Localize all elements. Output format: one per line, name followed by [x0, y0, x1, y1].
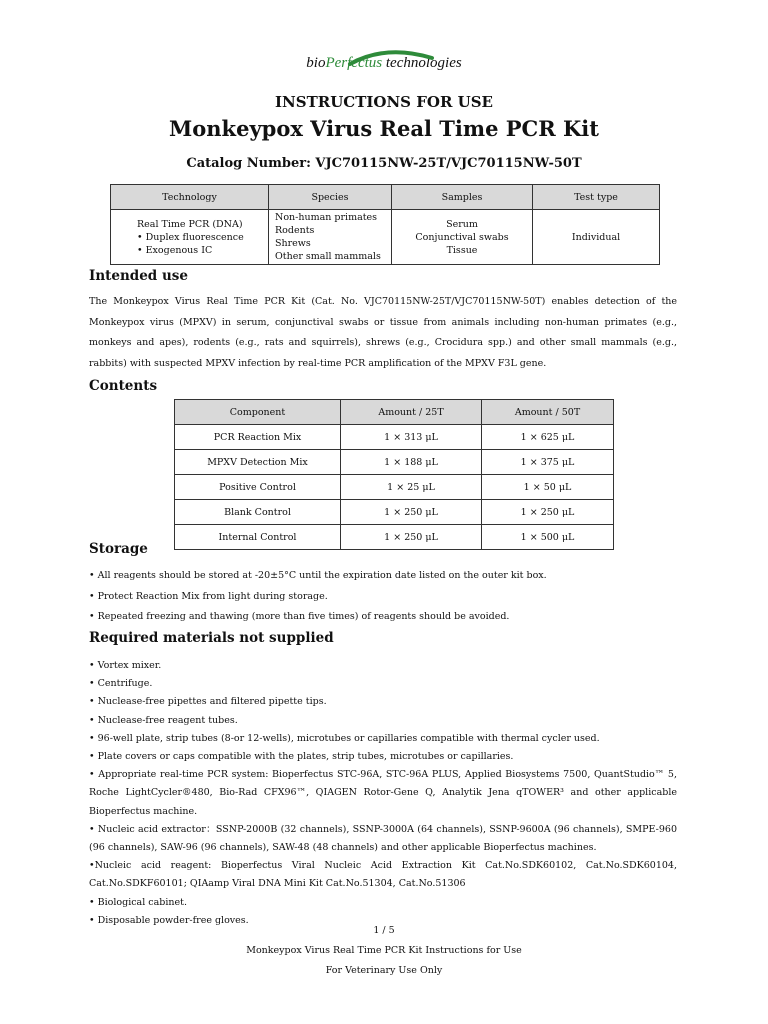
species-line: Non-human primates	[275, 212, 378, 223]
test-type-cell: Individual	[533, 210, 660, 265]
list-item: • Disposable powder-free gloves.	[89, 914, 249, 926]
component-cell: Internal Control	[175, 525, 341, 550]
list-item: • Nucleic acid extractor：SSNP-2000B (32 channels), SSNP-3000A (64 channels), SSNP-9600A (96 channels), SMPE-960 (96 channels), SAW-96 (96 channels), SAW-48 (48 channels) and other applicable Bioperfectus machines.	[89, 823, 677, 854]
species-line: Other small mammals	[275, 251, 381, 262]
contents-heading: Contents	[89, 378, 158, 394]
required-materials-heading: Required materials not supplied	[89, 630, 334, 646]
table-row	[175, 500, 614, 525]
samples-cell	[392, 210, 533, 265]
list-item: • Appropriate real-time PCR system: Bioperfectus STC-96A, STC-96A PLUS, Applied Biosystems 7500, QuantStudio™ 5, Roche LightCycler®480, Bio-Rad CFX96™, QIAGEN Rotor-Gene Q, Analytik Jena qTOWER³ and other applicable Bioperfectus machine.	[89, 769, 677, 817]
species-cell	[269, 210, 392, 265]
amount-25t-cell: 1 × 313 μL	[341, 425, 482, 450]
overview-row	[111, 210, 660, 265]
header-test-type: Test type	[533, 185, 660, 210]
amount-50t-cell: 1 × 50 μL	[482, 475, 614, 500]
amount-25t-cell: 1 × 25 μL	[341, 475, 482, 500]
sample-line: Conjunctival swabs	[415, 231, 509, 243]
document-title: Monkeypox Virus Real Time PCR Kit	[169, 116, 599, 141]
amount-25t-cell: 1 × 250 μL	[341, 525, 482, 550]
amount-25t-cell: 1 × 250 μL	[341, 500, 482, 525]
document-kicker: INSTRUCTIONS FOR USE	[275, 93, 493, 111]
logo-technologies: technologies	[385, 55, 462, 71]
header-component: Component	[175, 400, 341, 425]
list-item: • Biological cabinet.	[89, 896, 187, 908]
amount-50t-cell: 1 × 625 μL	[482, 425, 614, 450]
table-row	[175, 475, 614, 500]
logo-bio: bio	[306, 55, 326, 71]
amount-50t-cell: 1 × 500 μL	[482, 525, 614, 550]
footer-title: Monkeypox Virus Real Time PCR Kit Instructions for Use	[246, 945, 522, 956]
storage-list	[89, 566, 677, 628]
required-materials-list	[89, 657, 677, 930]
sample-line: Tissue	[446, 244, 478, 256]
header-samples: Samples	[392, 185, 533, 210]
logo-swoosh-icon	[346, 50, 436, 66]
header-amount-50t: Amount / 50T	[482, 400, 614, 425]
table-row	[175, 425, 614, 450]
header-species: Species	[269, 185, 392, 210]
table-row	[175, 525, 614, 550]
list-item: • Centrifuge.	[89, 678, 153, 690]
intended-use-heading: Intended use	[89, 268, 188, 284]
header-amount-25t: Amount / 25T	[341, 400, 482, 425]
footer-usage-note: For Veterinary Use Only	[325, 965, 443, 976]
table-row	[175, 450, 614, 475]
overview-header-row	[111, 185, 660, 210]
list-item: •Nucleic acid reagent: Bioperfectus Viral Nucleic Acid Extraction Kit Cat.No.SDK60102, Cat.No.SDK60104, Cat.No.SDKF60101; QIAamp Viral DNA Mini Kit Cat.No.51304, Cat.No.51306	[89, 860, 677, 890]
intended-use-text: The Monkeypox Virus Real Time PCR Kit (Cat. No. VJC70115NW-25T/VJC70115NW-50T) enables detection of the Monkeypox virus (MPXV) in serum, conjunctival swabs or tissue from animals including non-human primates (e.g., monkeys and apes), rodents (e.g., rats and squirrels), shrews (e.g., Crocidura spp.) and other small mammals (e.g., rabbits) with suspected MPXV infection by real-time PCR amplification of the MPXV F3L gene.	[89, 296, 677, 369]
component-cell: Blank Control	[175, 500, 341, 525]
overview-table	[110, 184, 660, 265]
technology-line: Real Time PCR (DNA)	[137, 218, 243, 230]
contents-table	[174, 399, 614, 550]
list-item: • Nuclease-free pipettes and filtered pipette tips.	[89, 696, 327, 708]
sample-line: Serum	[446, 218, 478, 230]
list-item: • Protect Reaction Mix from light during storage.	[89, 590, 328, 602]
list-item: • 96-well plate, strip tubes (8-or 12-wells), microtubes or capillaries compatible with thermal cycler used.	[89, 732, 600, 744]
list-item: • Repeated freezing and thawing (more than five times) of reagents should be avoided.	[89, 611, 510, 622]
contents-header-row	[175, 400, 614, 425]
species-line: Shrews	[275, 238, 311, 249]
component-cell: PCR Reaction Mix	[175, 425, 341, 450]
amount-25t-cell: 1 × 188 μL	[341, 450, 482, 475]
logo-perfectus: Perfectus	[325, 55, 383, 71]
list-item: • Plate covers or caps compatible with the plates, strip tubes, microtubes or capillaries.	[89, 751, 514, 763]
list-item: • Vortex mixer.	[89, 660, 162, 671]
storage-heading: Storage	[89, 541, 148, 557]
technology-cell	[111, 210, 269, 265]
header-technology: Technology	[111, 185, 269, 210]
technology-line: • Exogenous IC	[137, 244, 213, 256]
technology-line: • Duplex fluorescence	[137, 231, 244, 243]
amount-50t-cell: 1 × 250 μL	[482, 500, 614, 525]
amount-50t-cell: 1 × 375 μL	[482, 450, 614, 475]
component-cell: MPXV Detection Mix	[175, 450, 341, 475]
list-item: • All reagents should be stored at -20±5°C until the expiration date listed on the outer kit box.	[89, 570, 547, 581]
catalog-number: Catalog Number: VJC70115NW-25T/VJC70115NW-50T	[186, 156, 582, 171]
list-item: • Nuclease-free reagent tubes.	[89, 714, 238, 726]
page-number: 1 / 5	[373, 925, 395, 936]
component-cell: Positive Control	[175, 475, 341, 500]
species-line: Rodents	[275, 225, 315, 236]
